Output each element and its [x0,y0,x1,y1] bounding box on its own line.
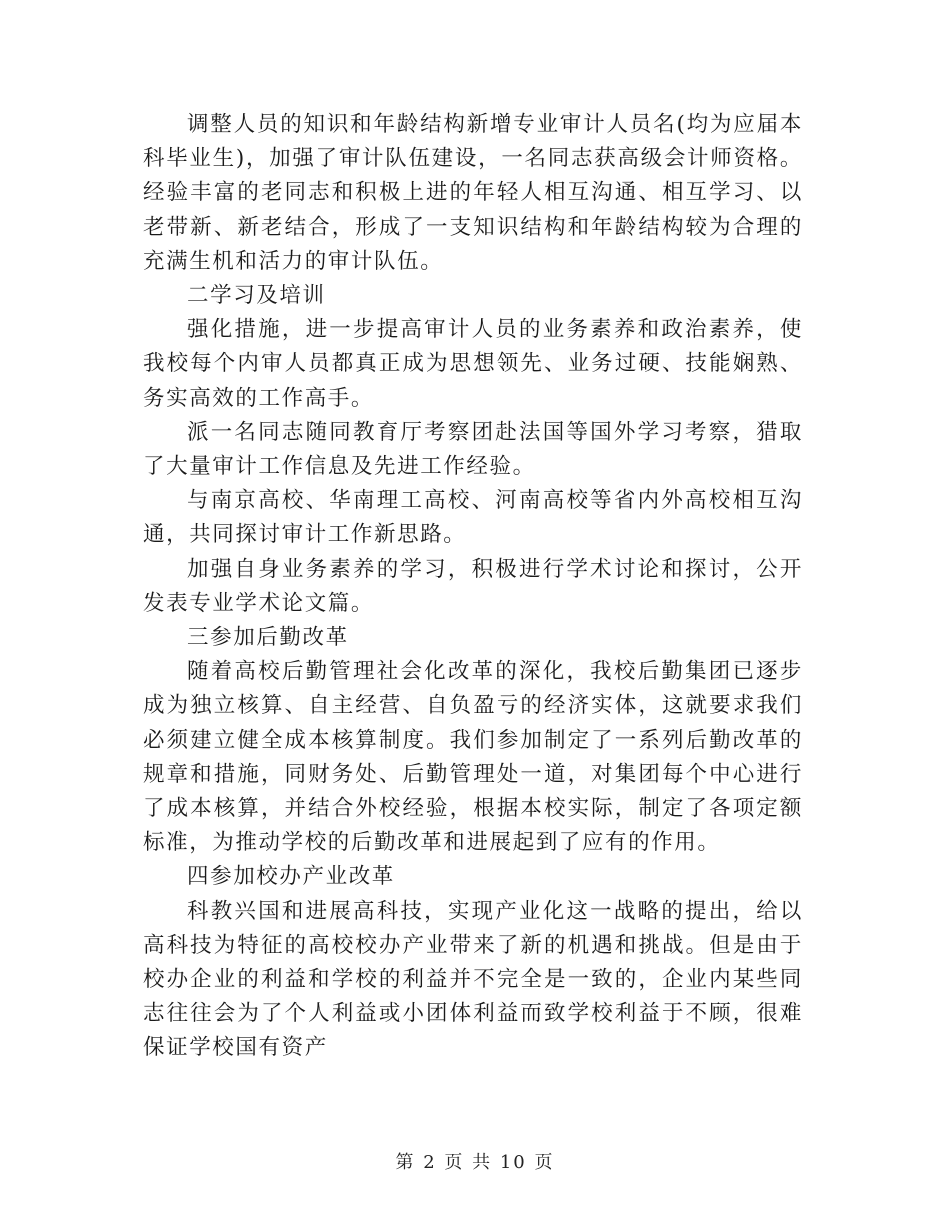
paragraph-study-abroad: 派一名同志随同教育厅考察团赴法国等国外学习考察，猎取了大量审计工作信息及先进工作经验。 [143,419,803,480]
paragraph-university-exchange: 与南京高校、华南理工高校、河南高校等省内外高校相互沟通，共同探讨审计工作新思路。 [143,488,803,548]
page-number-footer: 第 2 页 共 10 页 [395,1152,555,1173]
paragraph-industry-reform: 科教兴国和进展高科技，实现产业化这一战略的提出，给以高科技为特征的高校校办产业带来了新的机遇和挑战。但是由于校办企业的利益和学校的利益并不完全是一致的，企业内某些同志往往会为了个人利益或小团体利益而致学校利益于不顾，很难保证学校国有资产 [143,898,803,1061]
paragraph-team-structure: 调整人员的知识和年龄结构新增专业审计人员名(均为应届本科毕业生)，加强了审计队伍建设，一名同志获高级会计师资格。经验丰富的老同志和积极上进的年轻人相互沟通、相互学习、以老带新、新老结合，形成了一支知识结构和年龄结构较为合理的充满生机和活力的审计队伍。 [143,112,803,274]
document-body [143,108,803,1066]
paragraph-self-study: 加强自身业务素养的学习，积极进行学术讨论和探讨，公开发表专业学术论文篇。 [143,556,803,616]
section-heading-study-training: 二学习及培训 [187,283,326,309]
paragraph-logistics-reform: 随着高校后勤管理社会化改革的深化，我校后勤集团已逐步成为独立核算、自主经营、自负盈亏的经济实体，这就要求我们必须建立健全成本核算制度。我们参加制定了一系列后勤改革的规章和措施，同财务处、后勤管理处一道，对集团每个中心进行了成本核算，并结合外校经验，根据本校实际，制定了各项定额标准，为推动学校的后勤改革和进展起到了应有的作用。 [143,659,803,856]
section-heading-industry-reform: 四参加校办产业改革 [187,864,395,890]
paragraph-strengthen-measures: 强化措施，进一步提高审计人员的业务素养和政治素养，使我校每个内审人员都真正成为思想领先、业务过硬、技能娴熟、务实高效的工作高手。 [143,317,803,411]
section-heading-logistics-reform: 三参加后勤改革 [187,625,349,651]
